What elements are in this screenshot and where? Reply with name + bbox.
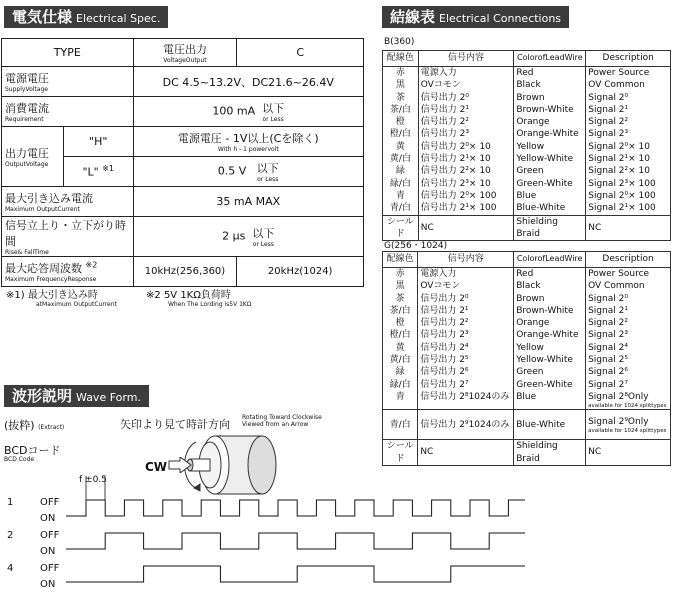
signal-description: Signal 2³ — [588, 129, 629, 140]
note-2-en: When The Lording is5V 1KΩ — [168, 301, 252, 308]
max-output-current-label — [2, 187, 134, 217]
supply-voltage-en: SupplyVoltage — [5, 86, 48, 93]
wire-color-jp: 茶/白 — [389, 104, 411, 115]
wire-color-jp: 橙/白 — [389, 129, 411, 140]
output-l-number: 0.5 V — [217, 164, 247, 178]
t1-shield-wire: Shielding Braid — [514, 215, 586, 241]
lead-wire-color: Yellow-White — [516, 355, 573, 366]
signal-content: 信号出力 2⁰× 100 — [420, 190, 497, 201]
t2-shield-color: シールド — [383, 440, 418, 466]
lead-wire-color: Orange-White — [516, 330, 579, 341]
t1-signals-cell — [418, 67, 514, 216]
output-voltage-jp: 出力電圧 — [5, 147, 49, 160]
note-1-sub — [36, 298, 117, 309]
signal-description: Signal 2⁰× 100 — [588, 190, 656, 201]
wire-color-jp: 橙/白 — [389, 330, 411, 341]
t1-descs-cell — [586, 67, 671, 216]
signal-content: 信号出力 2²× 10 — [420, 166, 491, 177]
signal-description: Power Source — [588, 68, 650, 78]
bcd-jp: BCDコード — [4, 444, 61, 457]
max-frequency-en: Maximum FrequencyResponse — [5, 276, 97, 283]
wire-color-jp: 緑 — [395, 166, 405, 177]
spacer — [516, 403, 583, 409]
lead-wire-color: Orange — [516, 117, 550, 128]
signal-description: Signal 2³ — [588, 330, 628, 341]
signal-content: 信号出力 2³× 10 — [420, 178, 491, 189]
lead-wire-color: Green-White — [516, 379, 573, 390]
t2-shield-desc: NC — [586, 440, 671, 466]
wire-color-jp: 茶 — [395, 92, 405, 103]
rise-fall-jp: 信号立上り・立下がり時間 — [5, 219, 126, 248]
signal-content: OVコモン — [420, 281, 461, 292]
wire-color-jp: 緑 — [395, 367, 405, 378]
lead-wire-color: Blue-White — [516, 203, 566, 214]
direction-en-1: Rotating Toward Clockwise — [242, 414, 322, 421]
waveform-diagram — [0, 470, 530, 590]
wire-color-jp: 黒 — [395, 281, 405, 292]
lead-wire-color: Yellow-White — [516, 154, 574, 165]
conn-title-jp: 結線表 — [390, 8, 436, 26]
conn-section-header — [382, 6, 569, 28]
output-h-en: With h - 1 powervolt — [217, 146, 279, 153]
t2-colors-cell — [383, 268, 418, 410]
t2-blue-note: available for 1024 splittypes — [588, 403, 667, 410]
channel-4-off: OFF — [40, 563, 60, 574]
wire-color-jp: 赤 — [395, 68, 405, 78]
requirement-label — [2, 97, 134, 127]
output-h-value — [133, 127, 363, 157]
t2-header-signal: 信号内容 — [418, 252, 514, 268]
signal-content: 信号出力 2¹× 10 — [420, 154, 491, 165]
note-2-text: 5V 1KΩ負荷時 — [163, 290, 231, 301]
wire-color-jp: 緑/白 — [389, 178, 411, 189]
t2-descs-cell — [586, 268, 671, 410]
lead-wire-color: Yellow — [516, 141, 545, 152]
t2-bw-desc: Signal 2⁹Only — [588, 416, 649, 427]
signal-description: OV Common — [588, 80, 645, 91]
spacer — [420, 403, 511, 409]
wire-color-jp: 赤 — [395, 269, 405, 279]
bcd-label — [4, 445, 61, 463]
supply-voltage-value: DC 4.5~13.2V、DC21.6~26.4V — [133, 67, 363, 97]
lead-wire-color: Orange — [516, 318, 550, 329]
lead-wire-color: Red — [516, 269, 534, 279]
table1-caption: B(360) — [384, 37, 415, 47]
note-2-sub — [168, 298, 251, 309]
signal-content: 電源入力 — [420, 68, 457, 78]
lead-wire-color: Yellow — [516, 342, 544, 353]
note-2-mark: ※2 — [146, 290, 161, 301]
t1-header-desc: Description — [586, 51, 671, 67]
output-l-text: "L" — [82, 165, 99, 179]
signal-description: Signal 2⁰× 10 — [588, 141, 650, 152]
channel-1-off: OFF — [40, 497, 60, 508]
direction-en-2: Viewed from an Arrow — [242, 421, 309, 428]
output-l-mark: ※1 — [102, 164, 114, 174]
wire-color-jp: 黄/白 — [389, 154, 411, 165]
channel-4-id: 4 — [7, 563, 14, 574]
lead-wire-color: Green — [516, 166, 544, 177]
wave-title-en: Wave Form. — [76, 391, 141, 404]
signal-description: Signal 2⁶ — [588, 367, 628, 378]
output-l-suffix: 以下 — [256, 162, 279, 175]
signal-description: Signal 2²× 10 — [588, 166, 650, 177]
rise-fall-suffix: 以下 — [252, 227, 275, 240]
rise-fall-label — [2, 217, 134, 257]
t1-shield-color: シールド — [383, 215, 419, 241]
note-1-mark: ※1) — [6, 290, 25, 301]
signal-content: 信号出力 2⁰× 10 — [420, 141, 491, 152]
signal-content: 信号出力 2⁸1024のみ — [420, 391, 510, 402]
rise-fall-en: Rise& FallTime — [5, 249, 49, 256]
output-h-jp: 電源電圧 - 1V以上(Cを除く) — [177, 132, 319, 145]
waveform-channel-2 — [66, 533, 525, 549]
signal-content: 信号出力 2⁶ — [420, 367, 469, 378]
signal-content: 電源入力 — [420, 269, 457, 279]
signal-description: Signal 2² — [588, 318, 628, 329]
lead-wire-color: Green-White — [516, 178, 573, 189]
channel-2-id: 2 — [7, 530, 14, 541]
t2-bw-wire: Blue-White — [514, 410, 586, 440]
wire-color-jp: 青 — [395, 391, 405, 402]
signal-content: 信号出力 2¹ — [420, 104, 469, 115]
signal-description: Signal 2⁰ — [588, 293, 628, 304]
wire-color-jp: 黄 — [395, 342, 405, 353]
t1-shield-signal: NC — [418, 215, 514, 241]
signal-description: Signal 2⁸Only — [588, 391, 649, 402]
requirement-value — [133, 97, 363, 127]
rise-fall-value — [133, 217, 363, 257]
requirement-suffix: 以下 — [262, 102, 285, 115]
max-output-current-jp: 最大引き込み電流 — [5, 192, 93, 205]
wire-color-jp: 茶 — [395, 293, 405, 304]
signal-content: 信号出力 2¹ — [420, 305, 469, 316]
bcd-en: BCD Code — [4, 456, 35, 463]
output-voltage-en: OutputVoltage — [5, 161, 49, 168]
wave-title-jp: 波形説明 — [12, 387, 73, 405]
wire-color-jp: 黄 — [395, 141, 405, 152]
wire-color-jp: 黒 — [395, 80, 405, 91]
max-frequency-value-1: 10kHz(256,360) — [133, 257, 237, 287]
spacer — [385, 403, 415, 409]
lead-wire-color: Brown — [516, 92, 545, 103]
wire-color-jp: 黄/白 — [389, 355, 411, 366]
t1-wires-cell — [514, 67, 586, 216]
t2-shield-wire: Shielding Braid — [514, 440, 586, 466]
lead-wire-color: Green — [516, 367, 544, 378]
signal-content: 信号出力 2⁷ — [420, 379, 469, 390]
spec-table — [1, 38, 364, 287]
signal-description: Signal 2¹ — [588, 305, 628, 316]
direction-en — [242, 414, 322, 428]
lead-wire-color: Red — [516, 68, 534, 78]
signal-content: 信号出力 2⁴ — [420, 342, 469, 353]
table2-caption: G(256・1024) — [384, 241, 448, 251]
tolerance-label: f ±0.5 — [79, 475, 107, 485]
t1-colors-cell — [383, 67, 419, 216]
t2-wires-cell — [514, 268, 586, 410]
output-voltage-label — [2, 127, 64, 187]
wire-color-jp: 緑/白 — [389, 379, 411, 390]
t2-shield-signal: NC — [418, 440, 514, 466]
t2-header-color: 配線色 — [383, 252, 418, 268]
signal-content: 信号出力 2⁵ — [420, 355, 469, 366]
supply-voltage-label — [2, 67, 134, 97]
signal-description: Signal 2⁷ — [588, 379, 628, 390]
spec-title-en: Electrical Spec. — [76, 12, 161, 25]
channel-1-id: 1 — [7, 497, 14, 508]
spec-section-header — [4, 6, 168, 28]
channel-1-on: ON — [40, 513, 56, 524]
lead-wire-color: Black — [516, 281, 541, 292]
cw-label: CW — [145, 460, 168, 474]
output-h-label: "H" — [63, 127, 133, 157]
requirement-en: Requirement — [5, 116, 44, 123]
rise-fall-number: 2 μs — [222, 229, 246, 243]
t2-header-desc: Description — [586, 252, 671, 268]
t1-shield-desc: NC — [586, 215, 671, 241]
signal-content: 信号出力 2¹× 100 — [420, 203, 497, 214]
conn-title-en: Electrical Connections — [439, 12, 562, 25]
max-frequency-mark: ※2 — [85, 260, 98, 270]
lead-wire-color: Blue — [516, 391, 537, 402]
t2-bw-color: 青/白 — [383, 410, 418, 440]
signal-description: Signal 2⁰ — [588, 92, 629, 103]
lead-wire-color: Brown — [516, 293, 545, 304]
lead-wire-color: Brown-White — [516, 104, 574, 115]
t1-header-signal: 信号内容 — [418, 51, 514, 67]
voltage-output-en: VoltageOutput — [163, 57, 207, 64]
output-l-label — [63, 157, 133, 187]
signal-content: 信号出力 2⁰ — [420, 92, 469, 103]
max-output-current-en: Maximum OutputCurrent — [5, 206, 80, 213]
extract-en: (Extract) — [38, 424, 65, 431]
signal-description: Signal 2¹× 100 — [588, 203, 656, 214]
channel-2-on: ON — [40, 546, 56, 557]
connection-table-g — [382, 251, 671, 466]
rise-fall-suffix-en: or Less — [252, 241, 274, 248]
wave-section-header — [4, 385, 149, 407]
output-l-value — [133, 157, 363, 187]
extract-jp: (抜粋) — [4, 419, 35, 432]
channel-2-off: OFF — [40, 530, 60, 541]
voltage-output-header — [133, 39, 237, 67]
signal-description: OV Common — [588, 281, 645, 292]
waveform-channel-4 — [66, 566, 525, 582]
supply-voltage-jp: 電源電圧 — [5, 72, 49, 85]
max-output-current-value: 35 mA MAX — [133, 187, 363, 217]
output-l-suffix-en: or Less — [257, 176, 279, 183]
wire-color-jp: 茶/白 — [389, 305, 411, 316]
t1-header-color: 配線色 — [383, 51, 419, 67]
signal-content: 信号出力 2³ — [420, 330, 469, 341]
signal-description: Signal 2¹ — [588, 104, 629, 115]
connection-table-b — [382, 50, 671, 241]
waveform-channel-1 — [66, 500, 525, 516]
note-1-text: 最大引き込み時 — [27, 290, 98, 301]
t2-bw-desc-cell — [586, 410, 671, 440]
lead-wire-color: Brown-White — [516, 305, 574, 316]
wire-color-jp: 橙 — [395, 318, 405, 329]
channel-4-on: ON — [40, 579, 56, 590]
voltage-output-jp: 電圧出力 — [162, 43, 207, 56]
requirement-number: 100 mA — [212, 104, 256, 118]
requirement-suffix-en: or Less — [262, 116, 284, 123]
wire-color-jp: 青/白 — [389, 203, 411, 214]
signal-description: Signal 2² — [588, 117, 629, 128]
lead-wire-color: Black — [516, 80, 541, 91]
spec-title-jp: 電気仕様 — [12, 8, 73, 26]
t2-header-wire: ColorofLeadWire — [514, 252, 586, 268]
type-header: TYPE — [2, 39, 134, 67]
signal-description: Signal 2¹× 10 — [588, 154, 650, 165]
max-frequency-jp: 最大応答周波数 — [5, 262, 82, 275]
max-frequency-value-2: 20kHz(1024) — [237, 257, 364, 287]
signal-content: 信号出力 2⁰ — [420, 293, 469, 304]
signal-description: Signal 2³× 100 — [588, 178, 656, 189]
c-header: C — [237, 39, 364, 67]
signal-content: 信号出力 2² — [420, 318, 469, 329]
lead-wire-color: Orange-White — [516, 129, 579, 140]
signal-content: OVコモン — [420, 80, 461, 91]
t2-bw-note: available for 1024 splittypes — [588, 427, 667, 434]
direction-label: 矢印より見て時計方向 — [120, 418, 230, 431]
requirement-jp: 消費電流 — [5, 102, 49, 115]
note-1-en: atMaximum OutputCurrent — [36, 301, 117, 308]
signal-description: Power Source — [588, 269, 650, 279]
signal-content: 信号出力 2³ — [420, 129, 469, 140]
lead-wire-color: Blue — [516, 190, 537, 201]
t1-header-wire: ColorofLeadWire — [514, 51, 586, 67]
extract-label — [4, 417, 64, 433]
signal-content: 信号出力 2² — [420, 117, 469, 128]
wire-color-jp: 青 — [395, 190, 405, 201]
t2-signals-cell — [418, 268, 514, 410]
signal-description: Signal 2⁵ — [588, 355, 628, 366]
max-frequency-label — [2, 257, 134, 287]
wire-color-jp: 橙 — [395, 117, 405, 128]
t2-bw-signal: 信号出力 2⁹1024のみ — [418, 410, 514, 440]
signal-description: Signal 2⁴ — [588, 342, 628, 353]
